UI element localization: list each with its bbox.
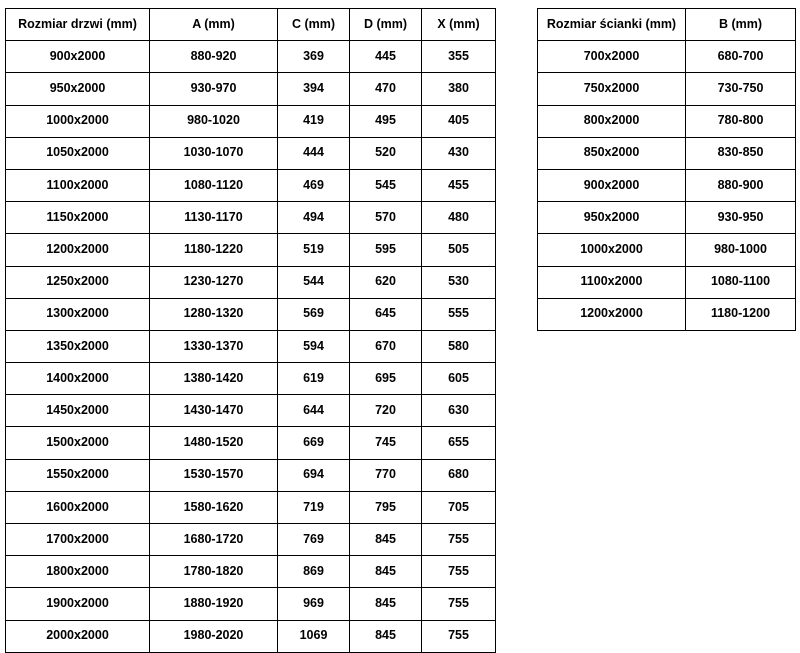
table-cell: 645 bbox=[350, 298, 422, 330]
column-header-x: X (mm) bbox=[422, 9, 496, 41]
table-row bbox=[538, 73, 796, 105]
table-cell: 950x2000 bbox=[538, 202, 686, 234]
table-cell: 1550x2000 bbox=[6, 459, 150, 491]
table-cell: 630 bbox=[422, 395, 496, 427]
table-cell: 655 bbox=[422, 427, 496, 459]
table-cell: 1150x2000 bbox=[6, 202, 150, 234]
table-row bbox=[6, 266, 496, 298]
table-cell: 770 bbox=[350, 459, 422, 491]
table-cell: 845 bbox=[350, 524, 422, 556]
table-row bbox=[6, 202, 496, 234]
table-cell: 1180-1220 bbox=[150, 234, 278, 266]
table-cell: 619 bbox=[278, 363, 350, 395]
table-row bbox=[538, 105, 796, 137]
table-cell: 700x2000 bbox=[538, 41, 686, 73]
table-cell: 1080-1120 bbox=[150, 169, 278, 201]
table-row bbox=[6, 298, 496, 330]
table-cell: 494 bbox=[278, 202, 350, 234]
table-cell: 570 bbox=[350, 202, 422, 234]
table-cell: 1180-1200 bbox=[686, 298, 796, 330]
table-cell: 705 bbox=[422, 491, 496, 523]
table-cell: 900x2000 bbox=[6, 41, 150, 73]
table-row bbox=[6, 556, 496, 588]
table-cell: 355 bbox=[422, 41, 496, 73]
column-header-door-size: Rozmiar drzwi (mm) bbox=[6, 9, 150, 41]
table-cell: 1000x2000 bbox=[538, 234, 686, 266]
wall-panel-dimensions-table bbox=[537, 8, 796, 331]
table-header-row bbox=[6, 9, 496, 41]
table-cell: 445 bbox=[350, 41, 422, 73]
table-cell: 1030-1070 bbox=[150, 137, 278, 169]
table-cell: 380 bbox=[422, 73, 496, 105]
table-cell: 669 bbox=[278, 427, 350, 459]
table-cell: 1200x2000 bbox=[538, 298, 686, 330]
table-cell: 1900x2000 bbox=[6, 588, 150, 620]
table-row bbox=[6, 105, 496, 137]
table-cell: 1580-1620 bbox=[150, 491, 278, 523]
table-cell: 1430-1470 bbox=[150, 395, 278, 427]
table-cell: 1050x2000 bbox=[6, 137, 150, 169]
table-cell: 780-800 bbox=[686, 105, 796, 137]
table-row bbox=[538, 266, 796, 298]
table-row bbox=[6, 588, 496, 620]
table-cell: 670 bbox=[350, 330, 422, 362]
table-cell: 519 bbox=[278, 234, 350, 266]
table-cell: 850x2000 bbox=[538, 137, 686, 169]
table-cell: 520 bbox=[350, 137, 422, 169]
table-cell: 430 bbox=[422, 137, 496, 169]
table-cell: 580 bbox=[422, 330, 496, 362]
table-cell: 1350x2000 bbox=[6, 330, 150, 362]
table-cell: 394 bbox=[278, 73, 350, 105]
table-cell: 980-1000 bbox=[686, 234, 796, 266]
table-cell: 530 bbox=[422, 266, 496, 298]
table-cell: 1480-1520 bbox=[150, 427, 278, 459]
table-cell: 750x2000 bbox=[538, 73, 686, 105]
table-cell: 845 bbox=[350, 556, 422, 588]
table-row bbox=[6, 73, 496, 105]
table-cell: 800x2000 bbox=[538, 105, 686, 137]
table-row bbox=[538, 298, 796, 330]
table-cell: 1330-1370 bbox=[150, 330, 278, 362]
table-row bbox=[6, 169, 496, 201]
table-cell: 755 bbox=[422, 588, 496, 620]
table-cell: 830-850 bbox=[686, 137, 796, 169]
table-cell: 1800x2000 bbox=[6, 556, 150, 588]
table-cell: 694 bbox=[278, 459, 350, 491]
column-header-wall-size: Rozmiar ścianki (mm) bbox=[538, 9, 686, 41]
table-cell: 369 bbox=[278, 41, 350, 73]
table-cell: 544 bbox=[278, 266, 350, 298]
table-cell: 1500x2000 bbox=[6, 427, 150, 459]
table-cell: 755 bbox=[422, 524, 496, 556]
table-row bbox=[538, 41, 796, 73]
table-cell: 880-920 bbox=[150, 41, 278, 73]
table-cell: 469 bbox=[278, 169, 350, 201]
table-cell: 900x2000 bbox=[538, 169, 686, 201]
table-row bbox=[6, 395, 496, 427]
table-cell: 1400x2000 bbox=[6, 363, 150, 395]
table-cell: 444 bbox=[278, 137, 350, 169]
table-cell: 1680-1720 bbox=[150, 524, 278, 556]
table-row bbox=[538, 234, 796, 266]
table-cell: 930-950 bbox=[686, 202, 796, 234]
column-header-b: B (mm) bbox=[686, 9, 796, 41]
table-cell: 1300x2000 bbox=[6, 298, 150, 330]
table-cell: 505 bbox=[422, 234, 496, 266]
table-cell: 470 bbox=[350, 73, 422, 105]
table-cell: 1100x2000 bbox=[6, 169, 150, 201]
table-row bbox=[6, 330, 496, 362]
table-row bbox=[6, 620, 496, 652]
table-cell: 2000x2000 bbox=[6, 620, 150, 652]
column-header-c: C (mm) bbox=[278, 9, 350, 41]
table-row bbox=[538, 202, 796, 234]
table-row bbox=[6, 524, 496, 556]
table-cell: 755 bbox=[422, 556, 496, 588]
table-cell: 769 bbox=[278, 524, 350, 556]
table-cell: 1600x2000 bbox=[6, 491, 150, 523]
table-cell: 419 bbox=[278, 105, 350, 137]
table-cell: 755 bbox=[422, 620, 496, 652]
table-cell: 1880-1920 bbox=[150, 588, 278, 620]
table-cell: 1100x2000 bbox=[538, 266, 686, 298]
table-cell: 545 bbox=[350, 169, 422, 201]
table-cell: 950x2000 bbox=[6, 73, 150, 105]
doors-dimensions-table bbox=[5, 8, 496, 653]
table-cell: 1530-1570 bbox=[150, 459, 278, 491]
table-cell: 405 bbox=[422, 105, 496, 137]
table-cell: 569 bbox=[278, 298, 350, 330]
table-cell: 480 bbox=[422, 202, 496, 234]
table-row bbox=[6, 363, 496, 395]
table-cell: 720 bbox=[350, 395, 422, 427]
table-row bbox=[6, 234, 496, 266]
table-cell: 845 bbox=[350, 588, 422, 620]
column-header-a: A (mm) bbox=[150, 9, 278, 41]
table-row bbox=[6, 41, 496, 73]
table-cell: 795 bbox=[350, 491, 422, 523]
table-cell: 1450x2000 bbox=[6, 395, 150, 427]
table-cell: 730-750 bbox=[686, 73, 796, 105]
table-cell: 880-900 bbox=[686, 169, 796, 201]
table-cell: 980-1020 bbox=[150, 105, 278, 137]
table-row bbox=[538, 137, 796, 169]
table-row bbox=[6, 427, 496, 459]
table-row bbox=[538, 169, 796, 201]
table-cell: 1280-1320 bbox=[150, 298, 278, 330]
table-cell: 1200x2000 bbox=[6, 234, 150, 266]
table-cell: 1000x2000 bbox=[6, 105, 150, 137]
table-cell: 680 bbox=[422, 459, 496, 491]
table-cell: 1980-2020 bbox=[150, 620, 278, 652]
table-cell: 1230-1270 bbox=[150, 266, 278, 298]
table-cell: 644 bbox=[278, 395, 350, 427]
table-cell: 1780-1820 bbox=[150, 556, 278, 588]
table-cell: 620 bbox=[350, 266, 422, 298]
table-header-row bbox=[538, 9, 796, 41]
table-row bbox=[6, 459, 496, 491]
table-row bbox=[6, 491, 496, 523]
table-cell: 1250x2000 bbox=[6, 266, 150, 298]
table-cell: 1130-1170 bbox=[150, 202, 278, 234]
table-cell: 869 bbox=[278, 556, 350, 588]
table-cell: 969 bbox=[278, 588, 350, 620]
table-cell: 1069 bbox=[278, 620, 350, 652]
table-cell: 1380-1420 bbox=[150, 363, 278, 395]
table-cell: 605 bbox=[422, 363, 496, 395]
table-cell: 680-700 bbox=[686, 41, 796, 73]
table-cell: 845 bbox=[350, 620, 422, 652]
table-cell: 719 bbox=[278, 491, 350, 523]
table-cell: 594 bbox=[278, 330, 350, 362]
table-cell: 1080-1100 bbox=[686, 266, 796, 298]
table-cell: 930-970 bbox=[150, 73, 278, 105]
table-cell: 555 bbox=[422, 298, 496, 330]
table-cell: 495 bbox=[350, 105, 422, 137]
table-cell: 695 bbox=[350, 363, 422, 395]
table-cell: 745 bbox=[350, 427, 422, 459]
column-header-d: D (mm) bbox=[350, 9, 422, 41]
table-cell: 595 bbox=[350, 234, 422, 266]
table-cell: 455 bbox=[422, 169, 496, 201]
table-cell: 1700x2000 bbox=[6, 524, 150, 556]
table-row bbox=[6, 137, 496, 169]
